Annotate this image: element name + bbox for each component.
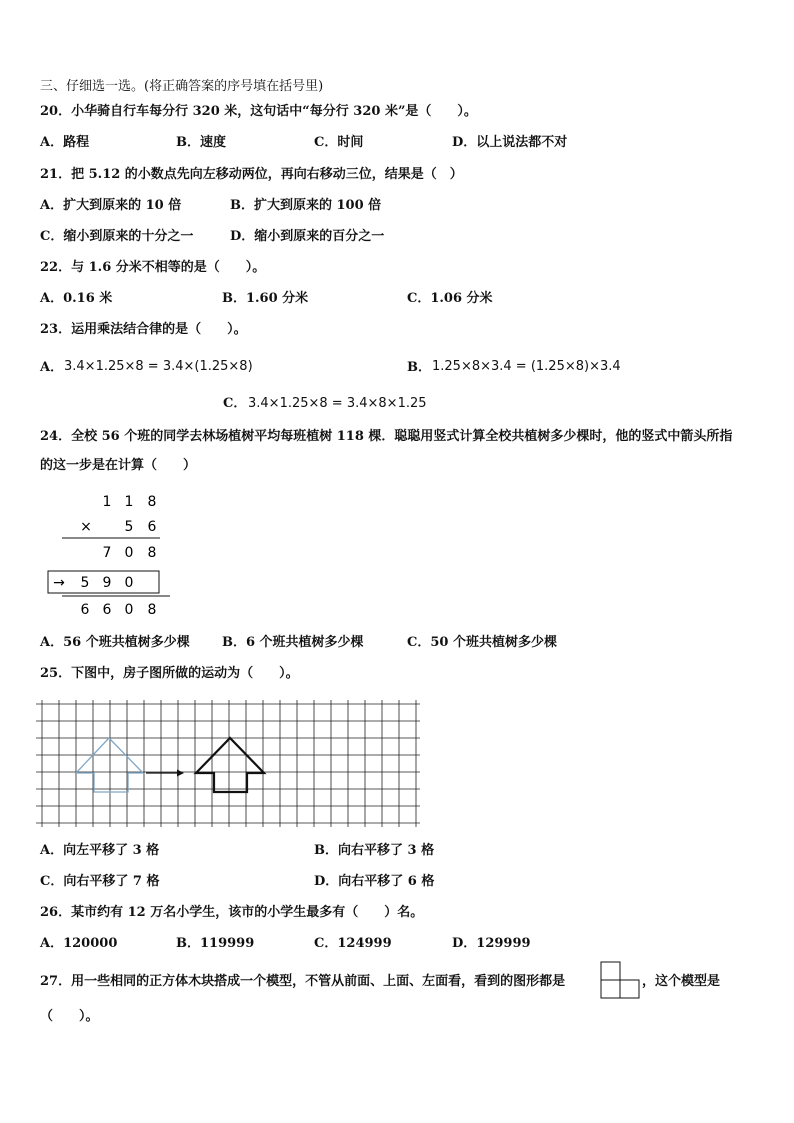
digit: 9 xyxy=(102,575,112,591)
highlight-box xyxy=(48,571,159,593)
digit: 0 xyxy=(124,575,134,591)
q20-option-d[interactable]: D．以上说法都不对 xyxy=(452,135,568,150)
q25-option-c[interactable]: C．向右平移了 7 格 xyxy=(40,874,160,889)
q20-stem: 20．小华骑自行车每分行 320 米，这句话中“每分行 320 米”是（ ）。 xyxy=(40,104,477,119)
digit: 6 xyxy=(147,519,157,535)
q27-stem-part2: ，这个模型是 xyxy=(642,974,721,989)
q27-stem-part1: 27．用一些相同的正方体木块搭成一个模型，不管从前面、上面、左面看，看到的图形都是 xyxy=(40,974,566,989)
q25-option-a[interactable]: A．向左平移了 3 格 xyxy=(40,843,160,858)
q22-option-c[interactable]: C．1.06 分米 xyxy=(407,291,493,306)
q21-stem: 21．把 5.12 的小数点先向左移动两位，再向右移动三位，结果是（ ） xyxy=(40,167,463,182)
q23-label-a[interactable]: A． xyxy=(40,360,64,375)
digit: 5 xyxy=(80,575,90,591)
q23-label-b[interactable]: B． xyxy=(407,360,431,375)
q21-option-b[interactable]: B．扩大到原来的 100 倍 xyxy=(230,198,382,213)
digit: 0 xyxy=(124,602,134,618)
q24-stem-line2: 的这一步是在计算（ ） xyxy=(40,458,197,473)
digit: 6 xyxy=(80,602,90,618)
multiply-sign: × xyxy=(80,519,92,535)
q24-option-b[interactable]: B．6 个班共植树多少棵 xyxy=(222,635,364,650)
q24-option-c[interactable]: C．50 个班共植树多少棵 xyxy=(407,635,557,650)
view-shape-icon xyxy=(600,961,642,1001)
q25-option-b[interactable]: B．向右平移了 3 格 xyxy=(314,843,435,858)
digit: 1 xyxy=(102,494,112,510)
q21-option-a[interactable]: A．扩大到原来的 10 倍 xyxy=(40,198,182,213)
q25-stem: 25．下图中，房子图所做的运动为（ ）。 xyxy=(40,666,299,681)
arrow-icon: → xyxy=(53,575,65,591)
q20-option-c[interactable]: C．时间 xyxy=(314,135,364,150)
q26-option-c[interactable]: C．124999 xyxy=(314,936,392,951)
digit: 8 xyxy=(147,494,157,510)
q26-option-d[interactable]: D．129999 xyxy=(452,936,531,951)
translation-grid xyxy=(36,700,430,830)
original-house-shape xyxy=(76,738,143,792)
arrow-head-icon xyxy=(177,770,184,777)
moved-house-outline xyxy=(196,738,264,792)
q23-formula-b: 1.25×8×3.4 = (1.25×8)×3.4 xyxy=(432,359,621,374)
digit: 1 xyxy=(124,494,134,510)
q20-option-a[interactable]: A．路程 xyxy=(40,135,90,150)
q24-option-a[interactable]: A．56 个班共植树多少棵 xyxy=(40,635,190,650)
q23-label-c[interactable]: C． xyxy=(223,396,247,411)
digit: 0 xyxy=(124,545,134,561)
q20-option-b[interactable]: B．速度 xyxy=(176,135,226,150)
q21-option-d[interactable]: D．缩小到原来的百分之一 xyxy=(230,229,385,244)
q26-stem: 26．某市约有 12 万名小学生，该市的小学生最多有（ ）名。 xyxy=(40,905,424,920)
section-title: 三、仔细选一选。(将正确答案的序号填在括号里) xyxy=(40,79,324,94)
q22-stem: 22．与 1.6 分米不相等的是（ ）。 xyxy=(40,260,266,275)
q25-option-d[interactable]: D．向右平移了 6 格 xyxy=(314,874,435,889)
digit: 8 xyxy=(147,602,157,618)
q21-option-c[interactable]: C．缩小到原来的十分之一 xyxy=(40,229,194,244)
digit: 7 xyxy=(102,545,112,561)
q24-stem-line1: 24．全校 56 个班的同学去林场植树平均每班植树 118 棵．聪聪用竖式计算全校共植树多少棵时，他的竖式中箭头所指 xyxy=(40,429,733,444)
digit: 5 xyxy=(124,519,134,535)
digit: 8 xyxy=(147,545,157,561)
q23-formula-c: 3.4×1.25×8 = 3.4×8×1.25 xyxy=(248,396,427,411)
original-house-outline xyxy=(76,738,143,792)
digit: 6 xyxy=(102,602,112,618)
q26-option-a[interactable]: A．120000 xyxy=(40,936,118,951)
q27-stem-line2: （ ）。 xyxy=(40,1009,99,1024)
q22-option-b[interactable]: B．1.60 分米 xyxy=(222,291,309,306)
q23-stem: 23．运用乘法结合律的是（ ）。 xyxy=(40,322,247,337)
q22-option-a[interactable]: A．0.16 米 xyxy=(40,291,113,306)
q26-option-b[interactable]: B．119999 xyxy=(176,936,255,951)
q23-formula-a: 3.4×1.25×8 = 3.4×(1.25×8) xyxy=(64,359,253,374)
